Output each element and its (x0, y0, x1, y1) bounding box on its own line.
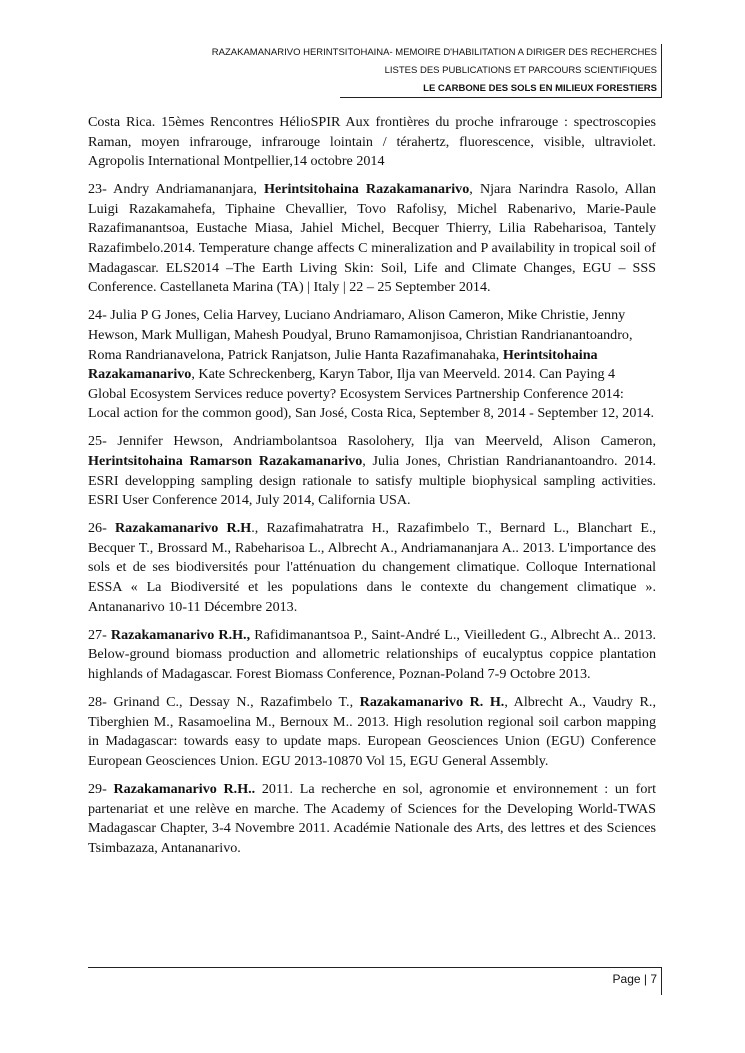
entry-text: , Njara Narindra Rasolo, Allan Luigi Razakamahefa, Tiphaine Chevallier, Tovo Rafolisy, Michel Rabenarivo, Marie-Paule Razafimanantsoa, Eustache Miasa, Jahiel Michel, Becquer Thierry, Lilia Rabeharisoa, Tantely Razafimbelo.2014. Temperature change affects C mineralization and P availability in tropical soil of Madagascar. ELS2014 –The Earth Living Skin: Soil, Life and Climate Changes, EGU – SSS Conference. Castellaneta Marina (TA) | Italy | 22 – 25 September 2014. (88, 181, 656, 296)
author-highlight: Herintsitohaina Razakamanarivo (264, 181, 470, 198)
author-highlight: Herintsitohaina Ramarson Razakamanarivo (88, 453, 363, 469)
entry-text: 27- (88, 626, 111, 643)
entry-text: , Albrecht A., Vaudry R., Tiberghien M., Rasamoelina M., Bernoux M.. 2013. High resolution regional soil carbon mapping in Madagascar: towards easy to update maps. European Geosciences Union (EGU) Conference European Geosciences Union. EGU 2013-10870 Vol 15, EGU General Assembly. (88, 694, 656, 769)
header-topic-title: LE CARBONE DES SOLS EN MILIEUX FORESTIERS (423, 83, 657, 94)
entry-text: , Julia Jones, Christian Randrianantoandro. 2014. ESRI developping sampling design rationale to satisfy multiple biophysical sampling activities. ESRI User Conference 2014, July 2014, California USA. (88, 453, 656, 509)
header-section-title: LISTES DES PUBLICATIONS ET PARCOURS SCIENTIFIQUES (384, 65, 657, 76)
entry-text: 26- (88, 520, 115, 537)
entry-text: Costa Rica. 15èmes Rencontres HélioSPIR Aux frontières du proche infrarouge : spectroscopies Raman, moyen infrarouge, infrarouge lointain / térahertz, fluorescence, visible, ultraviolet. Agropolis International Montpellier,14 octobre 2014 (88, 114, 656, 170)
footer-vertical-rule (661, 967, 662, 995)
publication-entry-29 (88, 780, 656, 858)
header-horizontal-rule (340, 97, 662, 98)
page-number: Page | 7 (612, 972, 657, 986)
header-vertical-rule (661, 44, 662, 97)
entry-text: , Kate Schreckenberg, Karyn Tabor, Ilja van Meerveld. 2014. Can Paying 4 Global Ecosystem Services reduce poverty? Ecosystem Services Partnership Conference 2014: Local action for the common good), San José, Costa Rica, September 8, 2014 - September 12, 2014. (88, 366, 654, 422)
publication-entry-22-continued (88, 113, 656, 172)
publication-entry-26 (88, 519, 656, 617)
publication-entry-28 (88, 693, 656, 771)
author-highlight: Razakamanarivo R. H. (359, 694, 505, 711)
publication-entry-25 (88, 432, 656, 510)
entry-text: 25- Jennifer Hewson, Andriambolantsoa Rasolohery, Ilja van Meerveld, Alison Cameron, (88, 433, 656, 450)
entry-text: 28- Grinand C., Dessay N., Razafimbelo T., (88, 694, 360, 711)
header-author-title: RAZAKAMANARIVO HERINTSITOHAINA- MEMOIRE D'HABILITATION A DIRIGER DES RECHERCHES (211, 47, 657, 58)
entry-text: 2011. La recherche en sol, agronomie et environnement : un fort partenariat et une relève en marche. The Academy of Sciences for the Developing World-TWAS Madagascar Chapter, 3-4 Novembre 2011. Académie Nationale des Arts, des lettres et des Sciences Tsimbazaza, Antananarivo. (88, 780, 656, 856)
author-highlight: Herintsitohaina Razakamanarivo (88, 346, 598, 383)
entry-text: ., Razafimahatratra H., Razafimbelo T., Bernard L., Blanchart E., Becquer T., Brossard M., Rabeharisoa L., Albrecht A., Andriamananjara A.. 2013. L'importance des sols et de ses biodiversités pour l'atténuation du changement climatique. Colloque International ESSA « La Biodiversité et les populations dans le contexte du changement climatique ». Antananarivo 10-11 Décembre 2013. (88, 520, 656, 615)
entry-text: 29- (88, 780, 114, 797)
entry-text: 24- Julia P G Jones, Celia Harvey, Luciano Andriamaro, Alison Cameron, Mike Christie, Jenny Hewson, Mark Mulligan, Mahesh Poudyal, Bruno Ramamonjisoa, Christian Randrianantoandro, Roma Randrianavelona, Patrick Ranjatson, Julie Hanta Razafimanahaka, (88, 307, 633, 363)
publication-list (88, 113, 656, 867)
publication-entry-27 (88, 626, 656, 685)
entry-text: Rafidimanantsoa P., Saint-André L., Vieilledent G., Albrecht A.. 2013. Below-ground biomass production and allometric relationships of eucalyptus coppice plantation highlands of Madagascar. Forest Biomass Conference, Poznan-Poland 7-9 Octobre 2013. (88, 626, 656, 682)
author-highlight: Razakamanarivo R.H., (110, 626, 251, 643)
author-highlight: Razakamanarivo R.H (115, 520, 252, 537)
publication-entry-24 (88, 306, 656, 424)
publication-entry-23 (88, 180, 656, 298)
entry-text: 23- Andry Andriamananjara, (88, 181, 265, 198)
footer-horizontal-rule (88, 967, 662, 968)
author-highlight: Razakamanarivo R.H.. (113, 780, 256, 797)
